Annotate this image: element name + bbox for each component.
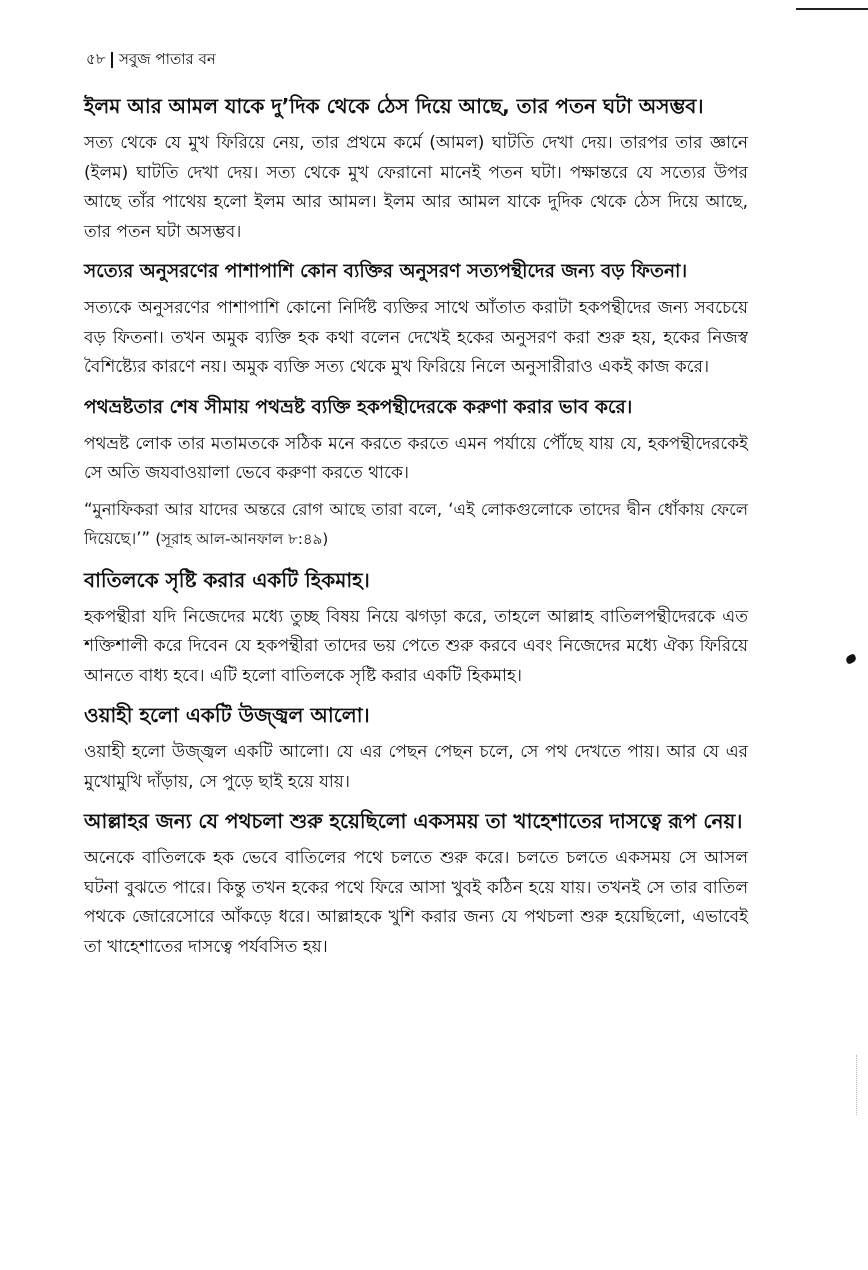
book-title: সবুজ পাতার বন — [118, 50, 216, 68]
ink-mark — [845, 653, 857, 664]
section-heading: সত্যের অনুসরণের পাশাপাশি কোন ব্যক্তির অনুসরণ সত্যপন্থীদের জন্য বড় ফিতনা। — [84, 261, 688, 282]
section-heading: ইলম আর আমল যাকে দু’দিক থেকে ঠেস দিয়ে আছে, তার পতন ঘটা অসম্ভব। — [84, 94, 704, 118]
page-content — [84, 84, 748, 968]
section-heading: ওয়াহী হলো একটি উজ্জ্বল আলো। — [84, 703, 370, 727]
section-body: হকপন্থীরা যদি নিজেদের মধ্যে তুচ্ছ বিষয় নিয়ে ঝগড়া করে, তাহলে আল্লাহ বাতিলপন্থীদেরকে এত শক্তিশালী করে দিবেন যে হকপন্থীরা তাদের ভয় পেতে শুরু করবে এবং নিজেদের মধ্যে ঐক্য ফিরিয়ে আনতে বাধ্য হবে। এটি হলো বাতিলকে সৃষ্টি করার একটি হিকমাহ। — [84, 606, 748, 686]
quran-quote — [84, 495, 748, 554]
section-body: অনেকে বাতিলকে হক ভেবে বাতিলের পথে চলতে শুরু করে। চলতে চলতে একসময় সে আসল ঘটনা বুঝতে পারে। কিন্তু তখন হকের পথে ফিরে আসা খুবই কঠিন হয়ে যায়। তখনই সে তার বাতিল পথকে জোরেসোরে আঁকড়ে ধরে। আল্লাহকে খুশি করার জন্য যে পথচলা শুরু হয়েছিলো, এভাবেই তা খাহেশাতের দাসত্বে পর্যবসিত হয়। — [84, 848, 748, 957]
quote-text: “মুনাফিকরা আর যাদের অন্তরে রোগ আছে তারা বলে, ‘এই লোকগুলোকে তাদের দ্বীন ধোঁকায় ফেলে দিয়েছে।’” — [84, 499, 748, 548]
quote-reference: (সূরাহ আল-আনফাল ৮:৪৯) — [155, 529, 329, 548]
section-body: সত্যকে অনুসরণের পাশাপাশি কোনো নির্দিষ্ট ব্যক্তির সাথে আঁতাত করাটা হকপন্থীদের জন্য সবচেয়ে বড় ফিতনা। তখন অমুক ব্যক্তি হক কথা বলেন দেখেই হকের অনুসরণ করা শুরু হয়, হকের নিজস্ব বৈশিষ্ট্যের কারণে নয়। অমুক ব্যক্তি সত্য থেকে মুখ ফিরিয়ে নিলে অনুসারীরাও একই কাজ করে। — [84, 298, 748, 377]
scan-edge-line — [796, 8, 868, 10]
scan-edge-spots — [856, 1055, 863, 1115]
section-body: পথভ্রষ্ট লোক তার মতামতকে সঠিক মনে করতে করতে এমন পর্যায়ে পৌঁছে যায় যে, হকপন্থীদেরকেই সে অতি জযবাওয়ালা ভেবে করুণা করতে থাকে। — [84, 433, 748, 483]
page-number: ৫৮ — [86, 50, 106, 68]
section-heading: আল্লাহর জন্য যে পথচলা শুরু হয়েছিলো একসময় তা খাহেশাতের দাসত্বে রূপ নেয়। — [84, 809, 743, 833]
section-heading: বাতিলকে সৃষ্টি করার একটি হিকমাহ। — [84, 567, 370, 592]
section-body: সত্য থেকে যে মুখ ফিরিয়ে নেয়, তার প্রথমে কর্মে (আমল) ঘাটতি দেখা দেয়। তারপর তার জ্ঞানে (ইলম) ঘাটতি দেখা দেয়। সত্য থেকে মুখ ফেরানো মানেই পতন ঘটা। পক্ষান্তরে যে সত্যের উপর আছে তাঁর পাথেয় হলো ইলম আর আমল। ইলম আর আমল যাকে দুদিক থেকে ঠেস দিয়ে আছে, তার পতন ঘটা অসম্ভব। — [84, 133, 748, 242]
header-separator — [111, 52, 113, 68]
section-heading: পথভ্রষ্টতার শেষ সীমায় পথভ্রষ্ট ব্যক্তি হকপন্থীদেরকে করুণা করার ভাব করে। — [84, 396, 633, 418]
section-body: ওয়াহী হলো উজ্জ্বল একটি আলো। যে এর পেছন পেছন চলে, সে পথ দেখতে পায়। আর যে এর মুখোমুখি দাঁড়ায়, সে পুড়ে ছাই হয়ে যায়। — [84, 742, 748, 792]
page-header — [86, 48, 216, 73]
